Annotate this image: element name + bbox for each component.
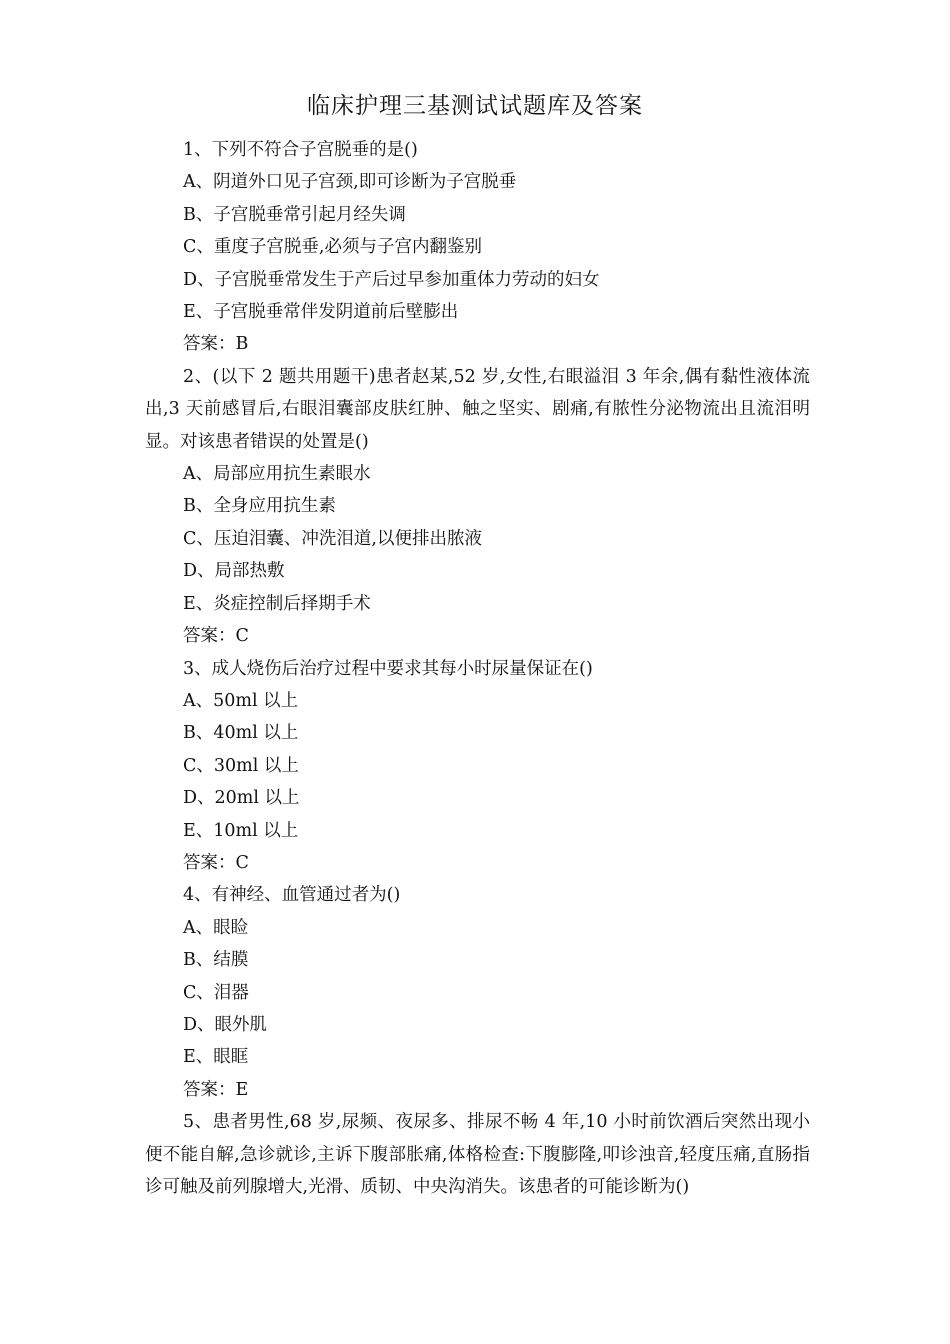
question-stem: 1、下列不符合子宫脱垂的是() [183, 140, 418, 160]
option-c: C、30ml 以上 [183, 755, 299, 776]
option-a: A、50ml 以上 [183, 690, 299, 711]
option-a: A、局部应用抗生素眼水 [183, 464, 371, 485]
option-e: E、眼眶 [183, 1047, 249, 1068]
option-e: E、炎症控制后择期手术 [183, 593, 371, 614]
document-title: 临床护理三基测试试题库及答案 [307, 93, 643, 119]
answer: 答案：E [183, 1079, 249, 1100]
option-b: B、40ml 以上 [183, 723, 299, 744]
question-1 [145, 134, 810, 361]
option-d: D、20ml 以上 [183, 788, 300, 809]
question-stem: 5、患者男性,68 岁,尿频、夜尿多、排尿不畅 4 年,10 小时前饮酒后突然出现小便不能自解,急诊就诊,主诉下腹部胀痛,体格检查:下腹膨隆,叩诊浊音,轻度压痛,直肠指诊可触及前列腺增大,光滑、质韧、中央沟消失。该患者的可能诊断为() [145, 1112, 810, 1197]
question-2 [145, 361, 810, 653]
question-5 [145, 1106, 810, 1203]
answer: 答案：B [183, 334, 249, 355]
option-c: C、重度子宫脱垂,必须与子宫内翻鉴别 [183, 237, 482, 258]
question-3 [145, 653, 810, 880]
option-a: A、阴道外口见子宫颈,即可诊断为子宫脱垂 [183, 172, 517, 193]
option-d: D、子宫脱垂常发生于产后过早参加重体力劳动的妇女 [183, 269, 600, 290]
option-c: C、压迫泪囊、冲洗泪道,以便排出脓液 [183, 528, 482, 549]
question-4 [145, 879, 810, 1106]
answer: 答案：C [183, 852, 249, 873]
question-list [145, 134, 810, 1203]
question-stem: 2、(以下 2 题共用题干)患者赵某,52 岁,女性,右眼溢泪 3 年余,偶有黏性液体流出,3 天前感冒后,右眼泪囊部皮肤红肿、触之坚实、剧痛,有脓性分泌物流出且流泪明显。对该患者错误的处置是() [145, 366, 810, 452]
option-b: B、全身应用抗生素 [183, 496, 336, 517]
answer: 答案：C [183, 626, 249, 647]
option-c: C、泪器 [183, 982, 249, 1003]
question-stem: 3、成人烧伤后治疗过程中要求其每小时尿量保证在() [183, 658, 593, 679]
option-d: D、局部热敷 [183, 561, 285, 582]
option-e: E、子宫脱垂常伴发阴道前后壁膨出 [183, 302, 459, 323]
option-d: D、眼外肌 [183, 1014, 268, 1035]
option-b: B、子宫脱垂常引起月经失调 [183, 204, 406, 225]
question-stem: 4、有神经、血管通过者为() [183, 885, 401, 906]
option-a: A、眼睑 [183, 917, 249, 938]
option-b: B、结膜 [183, 950, 249, 971]
option-e: E、10ml 以上 [183, 820, 299, 841]
